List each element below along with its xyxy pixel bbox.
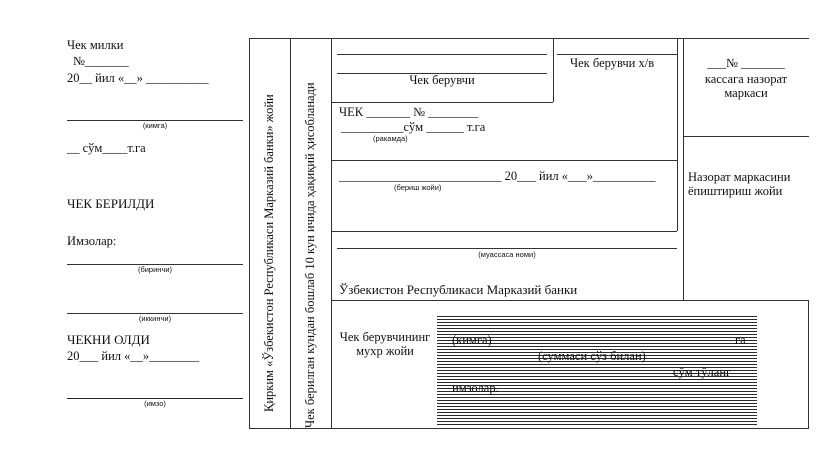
right-column-top xyxy=(677,38,809,39)
bottom-section-top xyxy=(331,300,809,301)
signatures-label: Имзолар: xyxy=(67,234,117,248)
second-caption: (иккинчи) xyxy=(138,314,172,323)
institution-caption: (муассаса номи) xyxy=(478,250,536,259)
payment-paid: сўм тўланг xyxy=(673,365,732,379)
right-column-divider xyxy=(683,136,809,137)
payment-to-whom-tail: га xyxy=(735,333,746,347)
payment-signatures: имзолар. xyxy=(452,381,499,395)
strip-divider-3 xyxy=(331,38,332,428)
seal-place: Чек берувчининг мухр жойи xyxy=(339,330,431,358)
issued-label: ЧЕК БЕРИЛДИ xyxy=(67,196,155,211)
owner-label: Чек милки xyxy=(67,38,124,52)
middle-box-top xyxy=(331,160,677,161)
payment-to-whom: (кимга) xyxy=(452,333,492,347)
strip-divider-2 xyxy=(290,38,291,428)
stub-date: 20__ йил «__» __________ xyxy=(67,71,209,85)
signature-caption: (имзо) xyxy=(144,399,166,408)
middle-box-right xyxy=(677,38,678,231)
to-whom-caption: (кимга) xyxy=(142,121,168,130)
top-border xyxy=(249,38,677,39)
bottom-border xyxy=(249,428,809,429)
bank-vertical-text: Қирким «Ўзбекистон Республикаси Марказий банки» жойи xyxy=(262,94,276,412)
middle-box-bottom xyxy=(331,231,677,232)
cashier-mark: кассага назорат маркаси xyxy=(704,72,788,100)
place-caption: (бериш жойи) xyxy=(394,183,442,192)
bottom-section-right xyxy=(808,300,809,428)
stub-sum: __ сўм____т.га xyxy=(67,141,146,155)
received-label: ЧЕКНИ ОЛДИ xyxy=(67,332,150,347)
received-date: 20___ йил «__»________ xyxy=(67,349,200,363)
bank-name: Ўзбекистон Республикаси Марказий банки xyxy=(339,282,578,297)
first-caption: (биринчи) xyxy=(137,265,173,274)
place-date-line: __________________________ 20___ йил «___»__________ xyxy=(339,169,656,183)
institution-line xyxy=(337,248,677,249)
cheque-sum-line: __________сўм ______ т.га xyxy=(341,120,486,134)
drawer-box-right xyxy=(553,38,554,102)
cheque-number-line: ЧЕК _______ № ________ xyxy=(339,105,479,119)
payment-amount-words: (суммаси сўз билан) xyxy=(538,349,646,363)
control-mark-place: Назорат маркасини ёпиштириш жойи xyxy=(688,170,791,198)
strip-divider-1 xyxy=(249,38,250,428)
stub-number: №_______ xyxy=(73,54,129,68)
drawer-line-1 xyxy=(337,54,547,55)
drawer-box-bottom xyxy=(331,102,553,103)
account-line xyxy=(557,54,677,55)
drawer-label: Чек берувчи xyxy=(409,73,475,87)
drawer-account-label: Чек берувчи х/в xyxy=(570,56,655,70)
digits-caption: (ракамда) xyxy=(373,134,408,143)
cashier-number: ___№ _______ xyxy=(707,56,785,70)
validity-vertical-text: Чек берилган кундан бошлаб 10 кун ичида ҳақиқий ҳисобланади xyxy=(303,82,317,428)
